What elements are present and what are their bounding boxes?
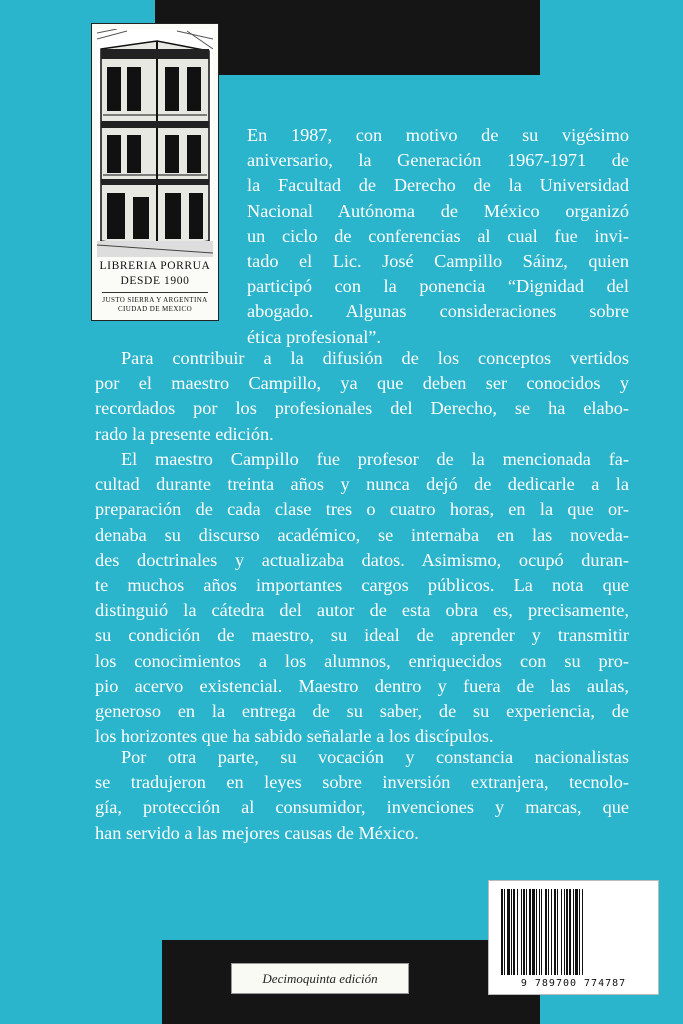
text-line: tado el Lic. José Campillo Sáinz, quien [247,251,629,272]
paragraph-1 [247,123,629,350]
text-line: los horizontes que ha sabido señalarle a los discípulos. [95,726,494,747]
text-line: Para contribuir a la difusión de los conceptos vertidos [121,348,629,368]
text-line: recordados por los profesionales del Derecho, se ha elabo- [95,398,629,419]
text-line: preparación de cada clase tres o cuatro horas, en la que or- [95,499,629,520]
text-line: gía, protección al consumidor, invenciones y marcas, que [95,797,629,818]
logo-text-name: LIBRERIA PORRUA [99,260,211,272]
text-line: se tradujeron en leyes sobre inversión extranjera, tecnolo- [95,772,629,793]
text-line: generoso en la entrega de su saber, de su experiencia, de [95,701,629,722]
paragraph-2 [95,346,629,447]
logo-text-city: CIUDAD DE MEXICO [117,305,193,313]
text-line: abogado. Algunas consideraciones sobre [247,301,629,322]
bookstore-building-icon [97,29,213,257]
paragraph-3 [95,447,629,749]
paragraph-4 [95,745,629,846]
text-line: distinguió la cátedra del autor de esta obra es, precisamente, [95,600,629,621]
text-line: los conocimientos a los alumnos, enriquecidos con su pro- [95,650,629,671]
text-line: des doctrinales y actualizaba datos. Asimismo, ocupó duran- [95,549,629,570]
text-line: En 1987, con motivo de su vigésimo [247,125,629,145]
text-line: su condición de maestro, su ideal de aprender y transmitir [95,625,629,646]
text-line: cultad durante treinta años y nunca dejó de dedicarle a la [95,474,629,495]
logo-text-address: JUSTO SIERRA Y ARGENTINA [102,296,208,304]
logo-text-since: DESDE 1900 [120,275,190,287]
text-line: por el maestro Campillo, ya que deben ser conocidos y [95,373,629,394]
isbn-barcode [488,880,659,995]
text-line: ética profesional”. [247,326,381,347]
text-line: han servido a las mejores causas de México. [95,822,419,843]
text-line: un ciclo de conferencias al cual fue invi- [247,225,629,246]
logo-divider [102,292,208,293]
text-line: aniversario, la Generación 1967-1971 de [247,150,629,171]
publisher-logo [91,23,219,321]
text-line: denaba su discurso académico, se internaba en las noveda- [95,524,629,545]
barcode-icon [499,889,650,975]
text-line: El maestro Campillo fue profesor de la mencionada fa- [121,449,629,469]
edition-label: Decimoquinta edición [231,963,409,994]
isbn-number: 9 789700 774787 [520,978,627,989]
text-line: pio acervo existencial. Maestro dentro y fuera de las aulas, [95,675,629,696]
text-line: Nacional Autónoma de México organizó [247,200,629,221]
text-line: Por otra parte, su vocación y constancia nacionalistas [121,747,629,767]
text-line: te muchos años importantes cargos públicos. La nota que [95,575,629,596]
text-line: la Facultad de Derecho de la Universidad [247,175,629,196]
text-line: rado la presente edición. [95,423,274,444]
text-line: participó con la ponencia “Dignidad del [247,276,629,297]
